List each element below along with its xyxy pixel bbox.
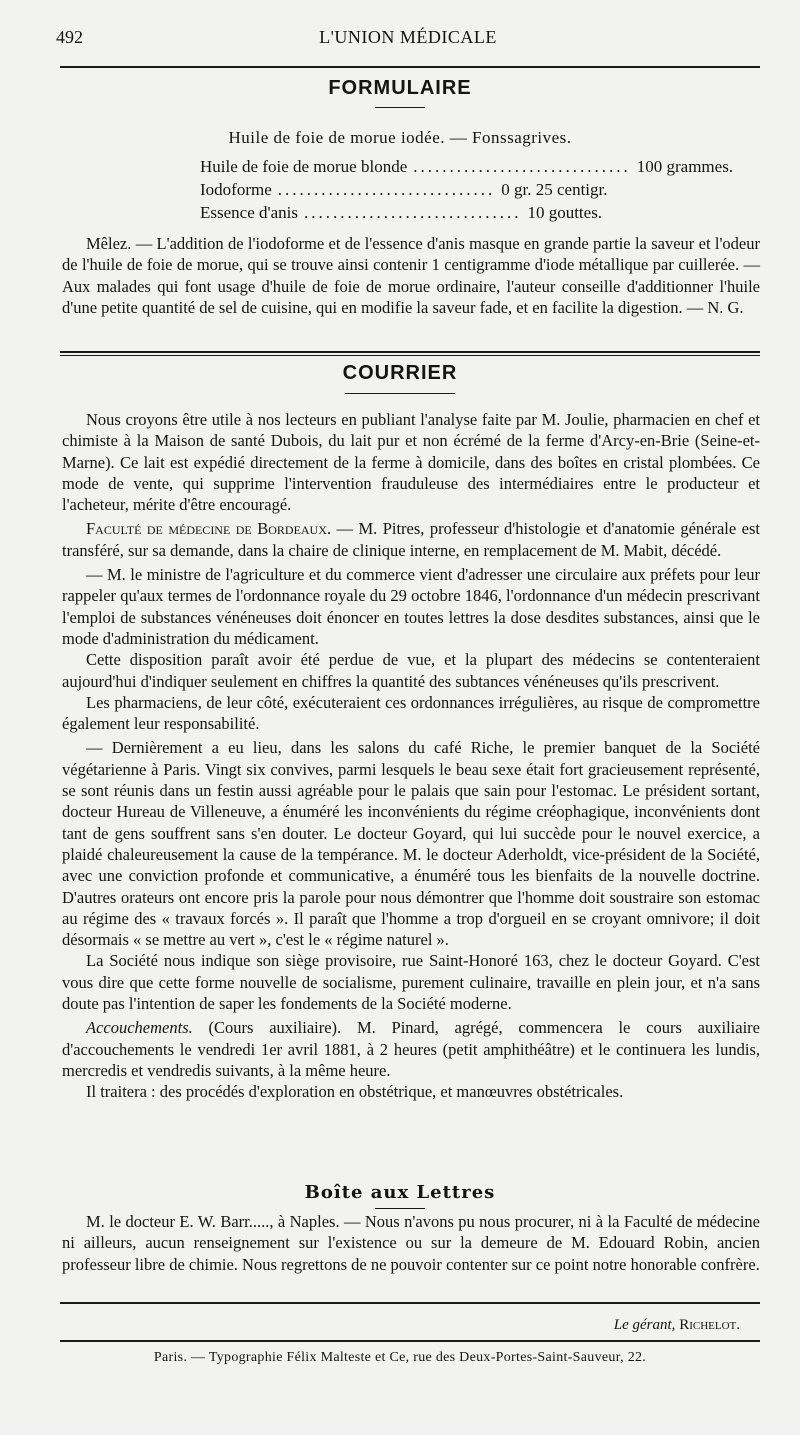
courrier-text-block bbox=[62, 409, 760, 1103]
leader-dots: .............................. bbox=[277, 180, 496, 199]
page-header bbox=[56, 27, 760, 57]
printer-line: Paris. — Typographie Félix Malteste et Ce, rue des Deux-Portes-Saint-Sauveur, 22. bbox=[153, 1350, 647, 1365]
ingredient-name: Huile de foie de morue blonde bbox=[200, 157, 408, 176]
footer-rule bbox=[60, 1302, 760, 1304]
paragraph-body: — M. Pitres, professeur d'histologie et d'anatomie générale est transféré, sur sa demande, dans la chaire de clinique interne, en remplacement de M. Mabit, décédé. bbox=[62, 519, 761, 560]
courrier-title: COURRIER bbox=[342, 362, 458, 384]
recipe-title: Huile de foie de morue iodée. — Fonssagrives. bbox=[228, 128, 572, 147]
paragraph-lead: Faculté de médecine de Bordeaux. bbox=[86, 519, 332, 539]
formulaire-title: FORMULAIRE bbox=[328, 77, 472, 99]
courrier-paragraph: La Société nous indique son siège provisoire, rue Saint-Honoré 163, chez le docteur Goyard. C'est vous dire que cette forme nouvelle de socialisme, purement culinaire, travaille en plein jour, et n'a sans doute pas l'intention de saper les fondements de la Société moderne. bbox=[62, 951, 760, 1014]
courrier-paragraph: — M. le ministre de l'agriculture et du commerce vient d'adresser une circulaire aux préfets pour leur rappeler qu'aux termes de l'ordonnance royale du 29 octobre 1846, l'ordonnance d'un médecin prescrivant l'emploi de substances vénéneuses doit énoncer en toutes lettres la dose desdites substances, ainsi que le mode d'administration du médicament. bbox=[62, 565, 760, 648]
page-number: 492 bbox=[56, 27, 83, 47]
paragraph-lead: Accouchements. bbox=[86, 1018, 193, 1038]
boite-aux-lettres-title: Boîte aux Lettres bbox=[304, 1182, 496, 1203]
gerant-name: Richelot. bbox=[679, 1317, 740, 1333]
courrier-paragraph bbox=[62, 518, 760, 561]
courrier-paragraph bbox=[62, 1017, 760, 1081]
courrier-paragraph: — Dernièrement a eu lieu, dans les salons du café Riche, le premier banquet de la Société végétarienne à Paris. Vingt six convives, parmi lesquels le beau sexe était fort gracieusement représenté, se sont réunis dans un festin aussi agréable pour le palais que sain pour l'estomac. Le président sortant, docteur Hureau de Villeneuve, a énuméré les inconvénients du régime créophagique, inconvénients dont tant de gens souffrent sans s'en douter. Le docteur Goyard, qui lui succède pour le nouvel exercice, a plaidé chaleureusement la cause de la tempérance. M. le docteur Aderholdt, vice-président de la Société, avec une conviction profonde et communicative, a énuméré tous les bienfaits de la nouvelle doctrine. D'autres orateurs ont encore pris la parole pour nous démontrer que l'homme doit soustraire son estomac au régime des « travaux forcés ». Il paraît que l'homme a trop d'orgueil en se croyant omnivore; il doit désormais « se mettre au vert », c'est le « régime naturel ». bbox=[62, 738, 760, 950]
courrier-paragraph: Les pharmaciens, de leur côté, exécuteraient ces ordonnances irrégulières, au risque de compromettre également leur responsabilité. bbox=[62, 692, 760, 734]
courrier-paragraph: Cette disposition paraît avoir été perdue de vue, et la plupart des médecins se contenteraient aujourd'hui d'indiquer seulement en chiffres la quantité des subtances vénéneuses qu'ils prescrivent. bbox=[62, 650, 760, 691]
ingredient-quantity: 0 gr. 25 centigr. bbox=[501, 180, 608, 199]
ingredient-row bbox=[200, 157, 734, 180]
boite-text-block bbox=[62, 1211, 760, 1275]
printer-rule bbox=[60, 1340, 760, 1342]
recipe-ingredients bbox=[200, 157, 734, 226]
leader-dots: .............................. bbox=[413, 157, 631, 176]
gerant-label: Le gérant, bbox=[613, 1317, 676, 1333]
section-rule-top bbox=[60, 351, 760, 353]
paragraph-body: (Cours auxiliaire). M. Pinard, agrégé, commencera le cours auxiliaire d'accouchements le vendredi 1er avril 1881, à 2 heures (petit amphithéâtre) et le continuera les lundis, mercredis et vendredis suivants, à la même heure. bbox=[62, 1018, 760, 1080]
ingredient-name: Essence d'anis bbox=[200, 203, 298, 222]
ingredient-quantity: 100 grammes. bbox=[636, 157, 734, 176]
formulaire-paragraph: Mêlez. — L'addition de l'iodoforme et de l'essence d'anis masque en grande partie la saveur et l'odeur de l'huile de foie de morue, qui se trouve ainsi contenir 1 centigramme d'iode métallique par cuillerée. — Aux malades qui font usage d'huile de foie de morue ordinaire, l'auteur conseille d'additionner l'huile d'une petite quantité de sel de cuisine, qui en modifie la saveur fade, et en facilite la digestion. — N. G. bbox=[62, 234, 760, 317]
ingredient-row bbox=[200, 180, 620, 203]
ingredient-row bbox=[200, 203, 620, 226]
header-rule bbox=[60, 66, 760, 68]
ingredient-name: Iodoforme bbox=[200, 180, 272, 199]
boite-title-rule bbox=[375, 1208, 425, 1209]
courrier-paragraph: Nous croyons être utile à nos lecteurs en publiant l'analyse faite par M. Joulie, pharmacien en chef et chimiste à la Maison de santé Dubois, du lait pur et non écrémé de la ferme d'Arcy-en-Brie (Seine-et-Marne). Ce lait est expédié directement de la ferme à domicile, dans des boîtes en cristal plombées. Ce mode de vente, qui supprime l'intervention frauduleuse des intermédiaires entre le producteur et l'acheteur, mérite d'être encouragé. bbox=[62, 410, 760, 515]
ingredient-quantity: 10 gouttes. bbox=[527, 203, 603, 222]
courrier-paragraph: Il traitera : des procédés d'exploration en obstétrique, et manœuvres obstétricales. bbox=[86, 1082, 624, 1102]
courrier-title-rule bbox=[345, 393, 455, 394]
leader-dots: .............................. bbox=[303, 203, 522, 222]
formulaire-title-rule bbox=[375, 107, 425, 108]
gerant-signature bbox=[614, 1317, 740, 1334]
boite-paragraph: M. le docteur E. W. Barr....., à Naples. — Nous n'avons pu nous procurer, ni à la Faculté de médecine ni ailleurs, aucun renseignement sur l'existence ou sur la demeure de M. Edouard Robin, ancien professeur libre de chimie. Nous regrettons de ne pouvoir contenter sur ce point notre honorable confrère. bbox=[62, 1212, 760, 1274]
running-title: L'UNION MÉDICALE bbox=[319, 27, 497, 47]
section-rule-bottom bbox=[60, 355, 760, 356]
formulaire-text-block bbox=[62, 233, 760, 318]
